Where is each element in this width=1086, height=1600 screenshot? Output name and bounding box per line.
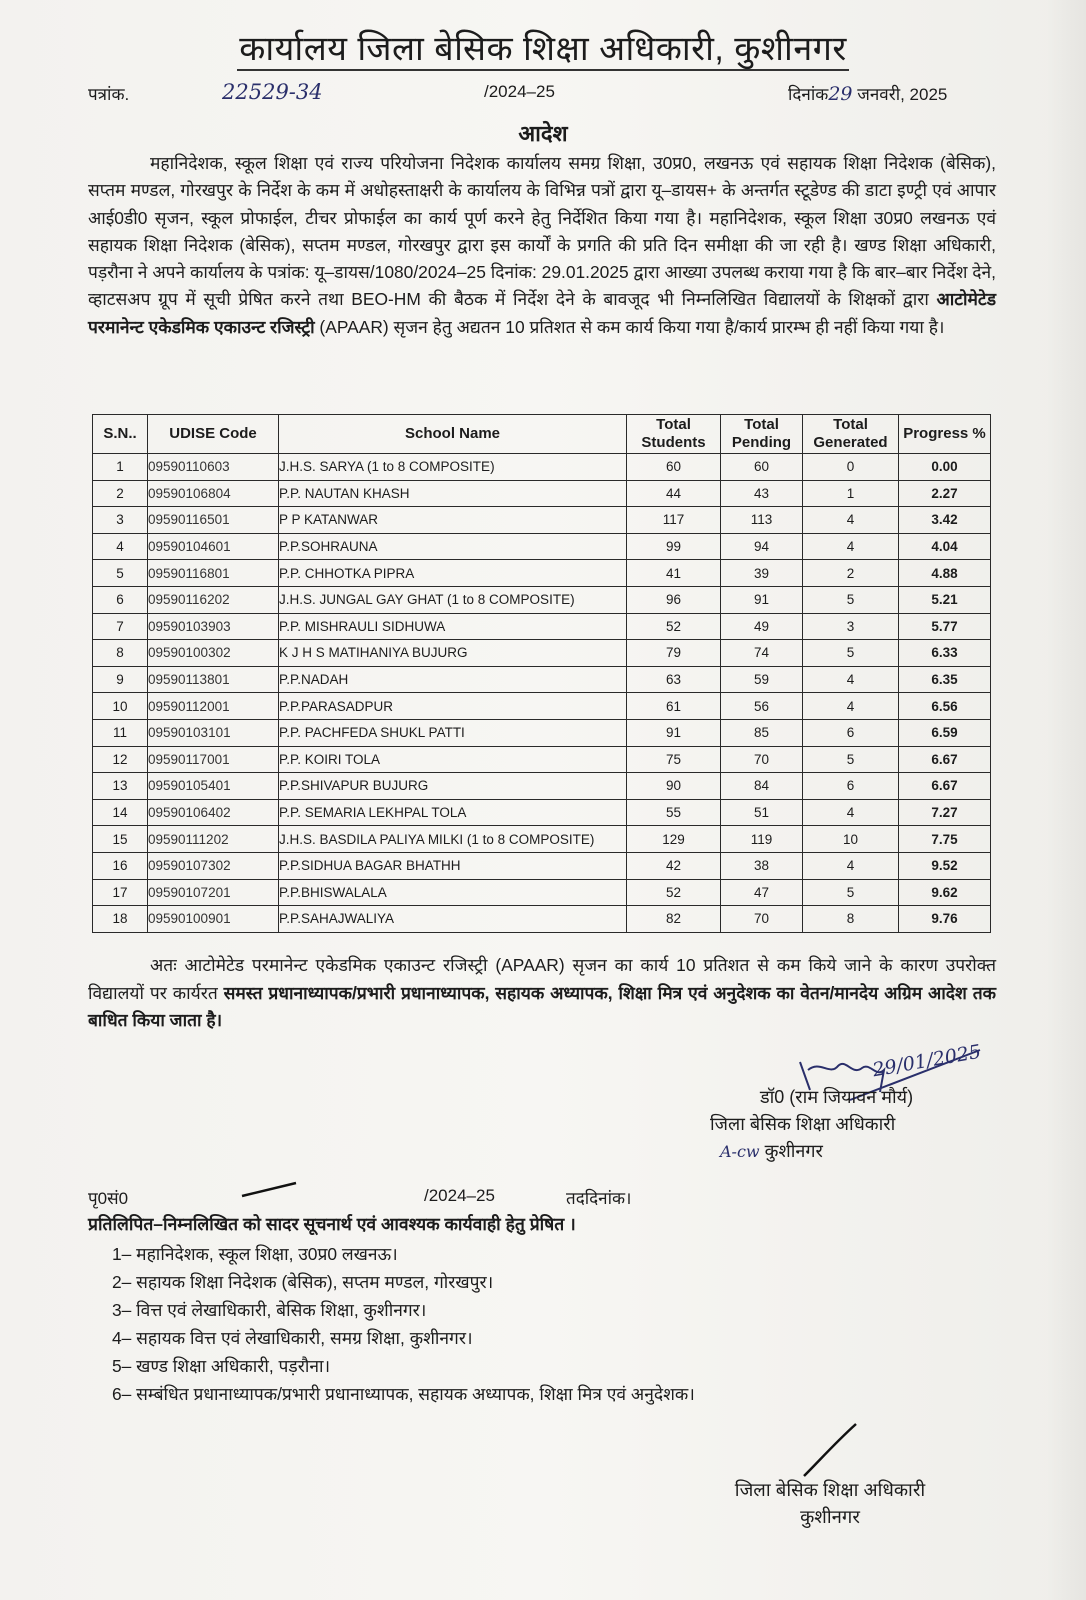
paper-edge-shadow bbox=[1046, 0, 1086, 1600]
cell-total-students: 75 bbox=[627, 746, 721, 773]
cell-total-generated: 5 bbox=[803, 640, 899, 667]
table-row bbox=[93, 480, 991, 507]
schools-table bbox=[92, 414, 991, 933]
cell-total-students: 117 bbox=[627, 507, 721, 534]
table-header-row bbox=[93, 415, 991, 454]
cell-sn: 12 bbox=[93, 746, 148, 773]
cell-school-name: P.P.SHIVAPUR BUJURG bbox=[279, 773, 627, 800]
cell-udise-code: 09590105401 bbox=[148, 773, 279, 800]
cell-progress: 7.27 bbox=[899, 799, 991, 826]
cell-total-students: 63 bbox=[627, 666, 721, 693]
cell-total-students: 79 bbox=[627, 640, 721, 667]
cell-total-pending: 119 bbox=[721, 826, 803, 853]
cell-progress: 4.88 bbox=[899, 560, 991, 587]
copy-recipients-list bbox=[112, 1240, 695, 1408]
order-heading: आदेश bbox=[518, 121, 568, 146]
footer-signature-scribble bbox=[800, 1420, 860, 1480]
order-paragraph: महानिदेशक, स्कूल शिक्षा एवं राज्य परियोजना निदेशक कार्यालय समग्र शिक्षा, उ0प्र0, लखनऊ एवं सहायक शिक्षा निदेशक (बेसिक), सप्तम मण्डल, गोरखपुर के निर्देश के कम में अधोहस्ताक्षरी के कार्यालय के विभिन्न पत्रों द्वारा यू–डायस+ के अन्तर्गत स्टूडेण्ड की डाटा इण्ट्री एवं आपार आई0डी0 सृजन, स्कूल प्रोफाईल, टीचर प्रोफाईल का कार्य पूर्ण करने हेतु निर्देशित किया गया है। महानिदेशक, स्कूल शिक्षा उ0प्र0 लखनऊ एवं सहायक शिक्षा निदेशक (बेसिक), सप्तम मण्डल, गोरखपुर द्वारा इस कार्यों के प्रगति की प्रति दिन समीक्षा की जा रही है। खण्ड शिक्षा अधिकारी, पड़रौना ने अपने कार्यालय के पत्रांक: यू–डायस/1080/2024–25 दिनांक: 29.01.2025 द्वारा आख्या उपलब्ध कराया गया है कि बार–बार निर्देश देने, व्हाटसअप ग्रूप में सूची प्रेषित करने तथा BEO-HM की बैठक में निर्देश देने के बावजूद भी निम्नलिखित विद्यालयों के शिक्षकों द्वारा आटोमेटेड परमानेन्ट एकेडमिक एकाउन्ट रजिस्ट्री (APAAR) सृजन हेतु अद्यतन 10 प्रतिशत से कम कार्य किया गया है/कार्य प्रारम्भ ही नहीं किया गया है। bbox=[88, 153, 996, 337]
cell-total-generated: 4 bbox=[803, 852, 899, 879]
cell-total-students: 82 bbox=[627, 906, 721, 933]
cell-school-name: P.P.SOHRAUNA bbox=[279, 533, 627, 560]
table-row bbox=[93, 507, 991, 534]
cell-total-pending: 49 bbox=[721, 613, 803, 640]
cell-total-generated: 1 bbox=[803, 480, 899, 507]
cell-sn: 2 bbox=[93, 480, 148, 507]
cell-school-name: P.P. MISHRAULI SIDHUWA bbox=[279, 613, 627, 640]
cell-total-students: 91 bbox=[627, 719, 721, 746]
cell-school-name: P P KATANWAR bbox=[279, 507, 627, 534]
cell-school-name: P.P.PARASADPUR bbox=[279, 693, 627, 720]
table-row bbox=[93, 826, 991, 853]
cell-sn: 4 bbox=[93, 533, 148, 560]
cell-sn: 1 bbox=[93, 454, 148, 481]
signatory-district-line: A-cw कुशीनगर bbox=[720, 1141, 823, 1161]
cell-progress: 6.67 bbox=[899, 746, 991, 773]
cell-total-pending: 113 bbox=[721, 507, 803, 534]
cell-total-students: 42 bbox=[627, 852, 721, 879]
cell-school-name: P.P.NADAH bbox=[279, 666, 627, 693]
cell-sn: 7 bbox=[93, 613, 148, 640]
footer-signature-block bbox=[710, 1476, 950, 1530]
signatory-designation: जिला बेसिक शिक्षा अधिकारी bbox=[710, 1114, 896, 1134]
cell-total-generated: 0 bbox=[803, 454, 899, 481]
table-row bbox=[93, 640, 991, 667]
recipient-item: 5– खण्ड शिक्षा अधिकारी, पड़रौना। bbox=[112, 1356, 331, 1376]
cell-sn: 18 bbox=[93, 906, 148, 933]
header-total-pending: Total Pending bbox=[721, 415, 803, 454]
cell-total-pending: 74 bbox=[721, 640, 803, 667]
cell-total-generated: 4 bbox=[803, 507, 899, 534]
cell-sn: 15 bbox=[93, 826, 148, 853]
recipient-item: 2– सहायक शिक्षा निदेशक (बेसिक), सप्तम मण्डल, गोरखपुर। bbox=[112, 1272, 494, 1292]
cell-total-generated: 5 bbox=[803, 746, 899, 773]
cell-total-generated: 4 bbox=[803, 693, 899, 720]
cell-sn: 16 bbox=[93, 852, 148, 879]
cell-total-students: 44 bbox=[627, 480, 721, 507]
recipient-item: 6– सम्बंधित प्रधानाध्यापक/प्रभारी प्रधानाध्यापक, सहायक अध्यापक, शिक्षा मित्र एवं अनुदेशक। bbox=[112, 1384, 695, 1404]
cell-school-name: P.P. KOIRI TOLA bbox=[279, 746, 627, 773]
cell-udise-code: 09590106804 bbox=[148, 480, 279, 507]
cell-school-name: P.P.SAHAJWALIYA bbox=[279, 906, 627, 933]
cell-school-name: J.H.S. BASDILA PALIYA MILKI (1 to 8 COMPOSITE) bbox=[279, 826, 627, 853]
cell-sn: 13 bbox=[93, 773, 148, 800]
cell-total-generated: 6 bbox=[803, 773, 899, 800]
cell-total-pending: 91 bbox=[721, 586, 803, 613]
cell-udise-code: 09590103101 bbox=[148, 719, 279, 746]
cell-total-students: 52 bbox=[627, 879, 721, 906]
table-row bbox=[93, 560, 991, 587]
cell-udise-code: 09590113801 bbox=[148, 666, 279, 693]
table-row bbox=[93, 799, 991, 826]
table-row bbox=[93, 773, 991, 800]
cell-progress: 6.35 bbox=[899, 666, 991, 693]
cell-sn: 10 bbox=[93, 693, 148, 720]
cell-school-name: P.P. PACHFEDA SHUKL PATTI bbox=[279, 719, 627, 746]
cell-progress: 4.04 bbox=[899, 533, 991, 560]
cell-total-generated: 6 bbox=[803, 719, 899, 746]
cell-total-pending: 70 bbox=[721, 906, 803, 933]
ref-number-handwritten: 22529-34 bbox=[222, 80, 323, 104]
cell-total-pending: 39 bbox=[721, 560, 803, 587]
cell-progress: 6.59 bbox=[899, 719, 991, 746]
ref-year: /2024–25 bbox=[484, 82, 555, 101]
recipient-item: 3– वित्त एवं लेखाधिकारी, बेसिक शिक्षा, कुशीनगर। bbox=[112, 1300, 427, 1320]
cell-total-generated: 3 bbox=[803, 613, 899, 640]
office-title: कार्यालय जिला बेसिक शिक्षा अधिकारी, कुशीनगर bbox=[0, 24, 1086, 70]
table-row bbox=[93, 693, 991, 720]
cell-school-name: K J H S MATIHANIYA BUJURG bbox=[279, 640, 627, 667]
cell-progress: 9.76 bbox=[899, 906, 991, 933]
copy-ref-label: पृ0सं0 bbox=[88, 1189, 129, 1208]
table-row bbox=[93, 906, 991, 933]
cell-sn: 6 bbox=[93, 586, 148, 613]
cell-udise-code: 09590116202 bbox=[148, 586, 279, 613]
cell-progress: 6.56 bbox=[899, 693, 991, 720]
cell-progress: 3.42 bbox=[899, 507, 991, 534]
cell-school-name: P.P. SEMARIA LEKHPAL TOLA bbox=[279, 799, 627, 826]
date-line: दिनांक29 जनवरी, 2025 bbox=[788, 83, 948, 105]
cell-sn: 17 bbox=[93, 879, 148, 906]
recipient-item: 4– सहायक वित्त एवं लेखाधिकारी, समग्र शिक्षा, कुशीनगर। bbox=[112, 1328, 473, 1348]
cell-total-students: 129 bbox=[627, 826, 721, 853]
cell-total-students: 99 bbox=[627, 533, 721, 560]
cell-total-pending: 56 bbox=[721, 693, 803, 720]
header-sn: S.N.. bbox=[93, 415, 148, 454]
cell-sn: 5 bbox=[93, 560, 148, 587]
copy-ref-scribble bbox=[240, 1180, 300, 1200]
signature-date-handwritten: 29/01/2025 bbox=[870, 1040, 983, 1082]
table-row bbox=[93, 746, 991, 773]
cell-sn: 14 bbox=[93, 799, 148, 826]
cell-total-generated: 5 bbox=[803, 879, 899, 906]
cell-total-generated: 4 bbox=[803, 533, 899, 560]
cell-school-name: P.P.SIDHUA BAGAR BHATHH bbox=[279, 852, 627, 879]
table-row bbox=[93, 852, 991, 879]
header-progress: Progress % bbox=[899, 415, 991, 454]
table-row bbox=[93, 613, 991, 640]
cell-progress: 6.33 bbox=[899, 640, 991, 667]
cell-progress: 5.77 bbox=[899, 613, 991, 640]
cell-sn: 8 bbox=[93, 640, 148, 667]
cell-sn: 3 bbox=[93, 507, 148, 534]
cell-udise-code: 09590100302 bbox=[148, 640, 279, 667]
cell-total-pending: 43 bbox=[721, 480, 803, 507]
header-udise: UDISE Code bbox=[148, 415, 279, 454]
cell-total-generated: 4 bbox=[803, 666, 899, 693]
cell-total-pending: 59 bbox=[721, 666, 803, 693]
conclusion-paragraph: अतः आटोमेटेड परमानेन्ट एकेडमिक एकाउन्ट रजिस्ट्री (APAAR) सृजन का कार्य 10 प्रतिशत से कम किये जाने के कारण उपरोक्त विद्यालयों पर कार्यरत समस्त प्रधानाध्यापक/प्रभारी प्रधानाध्यापक, सहायक अध्यापक, शिक्षा मित्र एवं अनुदेशक का वेतन/मानदेय अग्रिम आदेश तक बाधित किया जाता है। bbox=[88, 955, 996, 1030]
cell-total-pending: 47 bbox=[721, 879, 803, 906]
table-row bbox=[93, 666, 991, 693]
copy-date: तददिनांक। bbox=[566, 1189, 632, 1208]
cell-total-pending: 84 bbox=[721, 773, 803, 800]
cell-school-name: J.H.S. JUNGAL GAY GHAT (1 to 8 COMPOSITE) bbox=[279, 586, 627, 613]
cell-udise-code: 09590110603 bbox=[148, 454, 279, 481]
cell-total-pending: 38 bbox=[721, 852, 803, 879]
date-day-handwritten: 29 bbox=[828, 83, 853, 105]
recipient-item: 1– महानिदेशक, स्कूल शिक्षा, उ0प्र0 लखनऊ। bbox=[112, 1244, 398, 1264]
cell-total-pending: 85 bbox=[721, 719, 803, 746]
cell-udise-code: 09590116801 bbox=[148, 560, 279, 587]
footer-district: कुशीनगर bbox=[800, 1506, 860, 1527]
cell-total-students: 60 bbox=[627, 454, 721, 481]
table-row bbox=[93, 533, 991, 560]
table-row bbox=[93, 879, 991, 906]
cell-udise-code: 09590100901 bbox=[148, 906, 279, 933]
cell-school-name: P.P. NAUTAN KHASH bbox=[279, 480, 627, 507]
table-row bbox=[93, 454, 991, 481]
cell-udise-code: 09590107201 bbox=[148, 879, 279, 906]
cell-total-students: 41 bbox=[627, 560, 721, 587]
cell-school-name: P.P. CHHOTKA PIPRA bbox=[279, 560, 627, 587]
header-school-name: School Name bbox=[279, 415, 627, 454]
cell-total-pending: 70 bbox=[721, 746, 803, 773]
cell-progress: 7.75 bbox=[899, 826, 991, 853]
cell-udise-code: 09590112001 bbox=[148, 693, 279, 720]
cell-udise-code: 09590103903 bbox=[148, 613, 279, 640]
cell-total-pending: 94 bbox=[721, 533, 803, 560]
handwritten-note: A-cw bbox=[720, 1142, 760, 1161]
cell-total-students: 61 bbox=[627, 693, 721, 720]
cell-total-generated: 10 bbox=[803, 826, 899, 853]
cell-total-students: 90 bbox=[627, 773, 721, 800]
header-total-generated: Total Generated bbox=[803, 415, 899, 454]
cell-udise-code: 09590107302 bbox=[148, 852, 279, 879]
cell-progress: 9.62 bbox=[899, 879, 991, 906]
cell-progress: 2.27 bbox=[899, 480, 991, 507]
cell-udise-code: 09590117001 bbox=[148, 746, 279, 773]
cell-progress: 5.21 bbox=[899, 586, 991, 613]
cell-udise-code: 09590104601 bbox=[148, 533, 279, 560]
cell-total-generated: 4 bbox=[803, 799, 899, 826]
cell-udise-code: 09590111202 bbox=[148, 826, 279, 853]
cell-total-pending: 60 bbox=[721, 454, 803, 481]
cell-total-students: 52 bbox=[627, 613, 721, 640]
cell-total-students: 96 bbox=[627, 586, 721, 613]
copy-heading: प्रतिलिपित–निम्नलिखित को सादर सूचनार्थ एवं आवश्यक कार्यवाही हेतु प्रेषित । bbox=[88, 1214, 576, 1234]
footer-designation: जिला बेसिक शिक्षा अधिकारी bbox=[734, 1479, 926, 1500]
cell-total-generated: 2 bbox=[803, 560, 899, 587]
cell-progress: 9.52 bbox=[899, 852, 991, 879]
cell-sn: 9 bbox=[93, 666, 148, 693]
cell-total-generated: 5 bbox=[803, 586, 899, 613]
table-row bbox=[93, 586, 991, 613]
cell-sn: 11 bbox=[93, 719, 148, 746]
cell-total-pending: 51 bbox=[721, 799, 803, 826]
header-total-students: Total Students bbox=[627, 415, 721, 454]
ref-label: पत्रांक. bbox=[88, 85, 130, 104]
copy-ref-year: /2024–25 bbox=[424, 1186, 495, 1205]
signatory-name: डॉ0 (राम जियावन मौर्य) bbox=[760, 1087, 914, 1107]
cell-progress: 6.67 bbox=[899, 773, 991, 800]
table-row bbox=[93, 719, 991, 746]
cell-school-name: J.H.S. SARYA (1 to 8 COMPOSITE) bbox=[279, 454, 627, 481]
cell-udise-code: 09590116501 bbox=[148, 507, 279, 534]
cell-total-generated: 8 bbox=[803, 906, 899, 933]
cell-progress: 0.00 bbox=[899, 454, 991, 481]
cell-school-name: P.P.BHISWALALA bbox=[279, 879, 627, 906]
cell-udise-code: 09590106402 bbox=[148, 799, 279, 826]
table-body bbox=[93, 454, 991, 933]
signature-block bbox=[710, 1084, 913, 1165]
cell-total-students: 55 bbox=[627, 799, 721, 826]
